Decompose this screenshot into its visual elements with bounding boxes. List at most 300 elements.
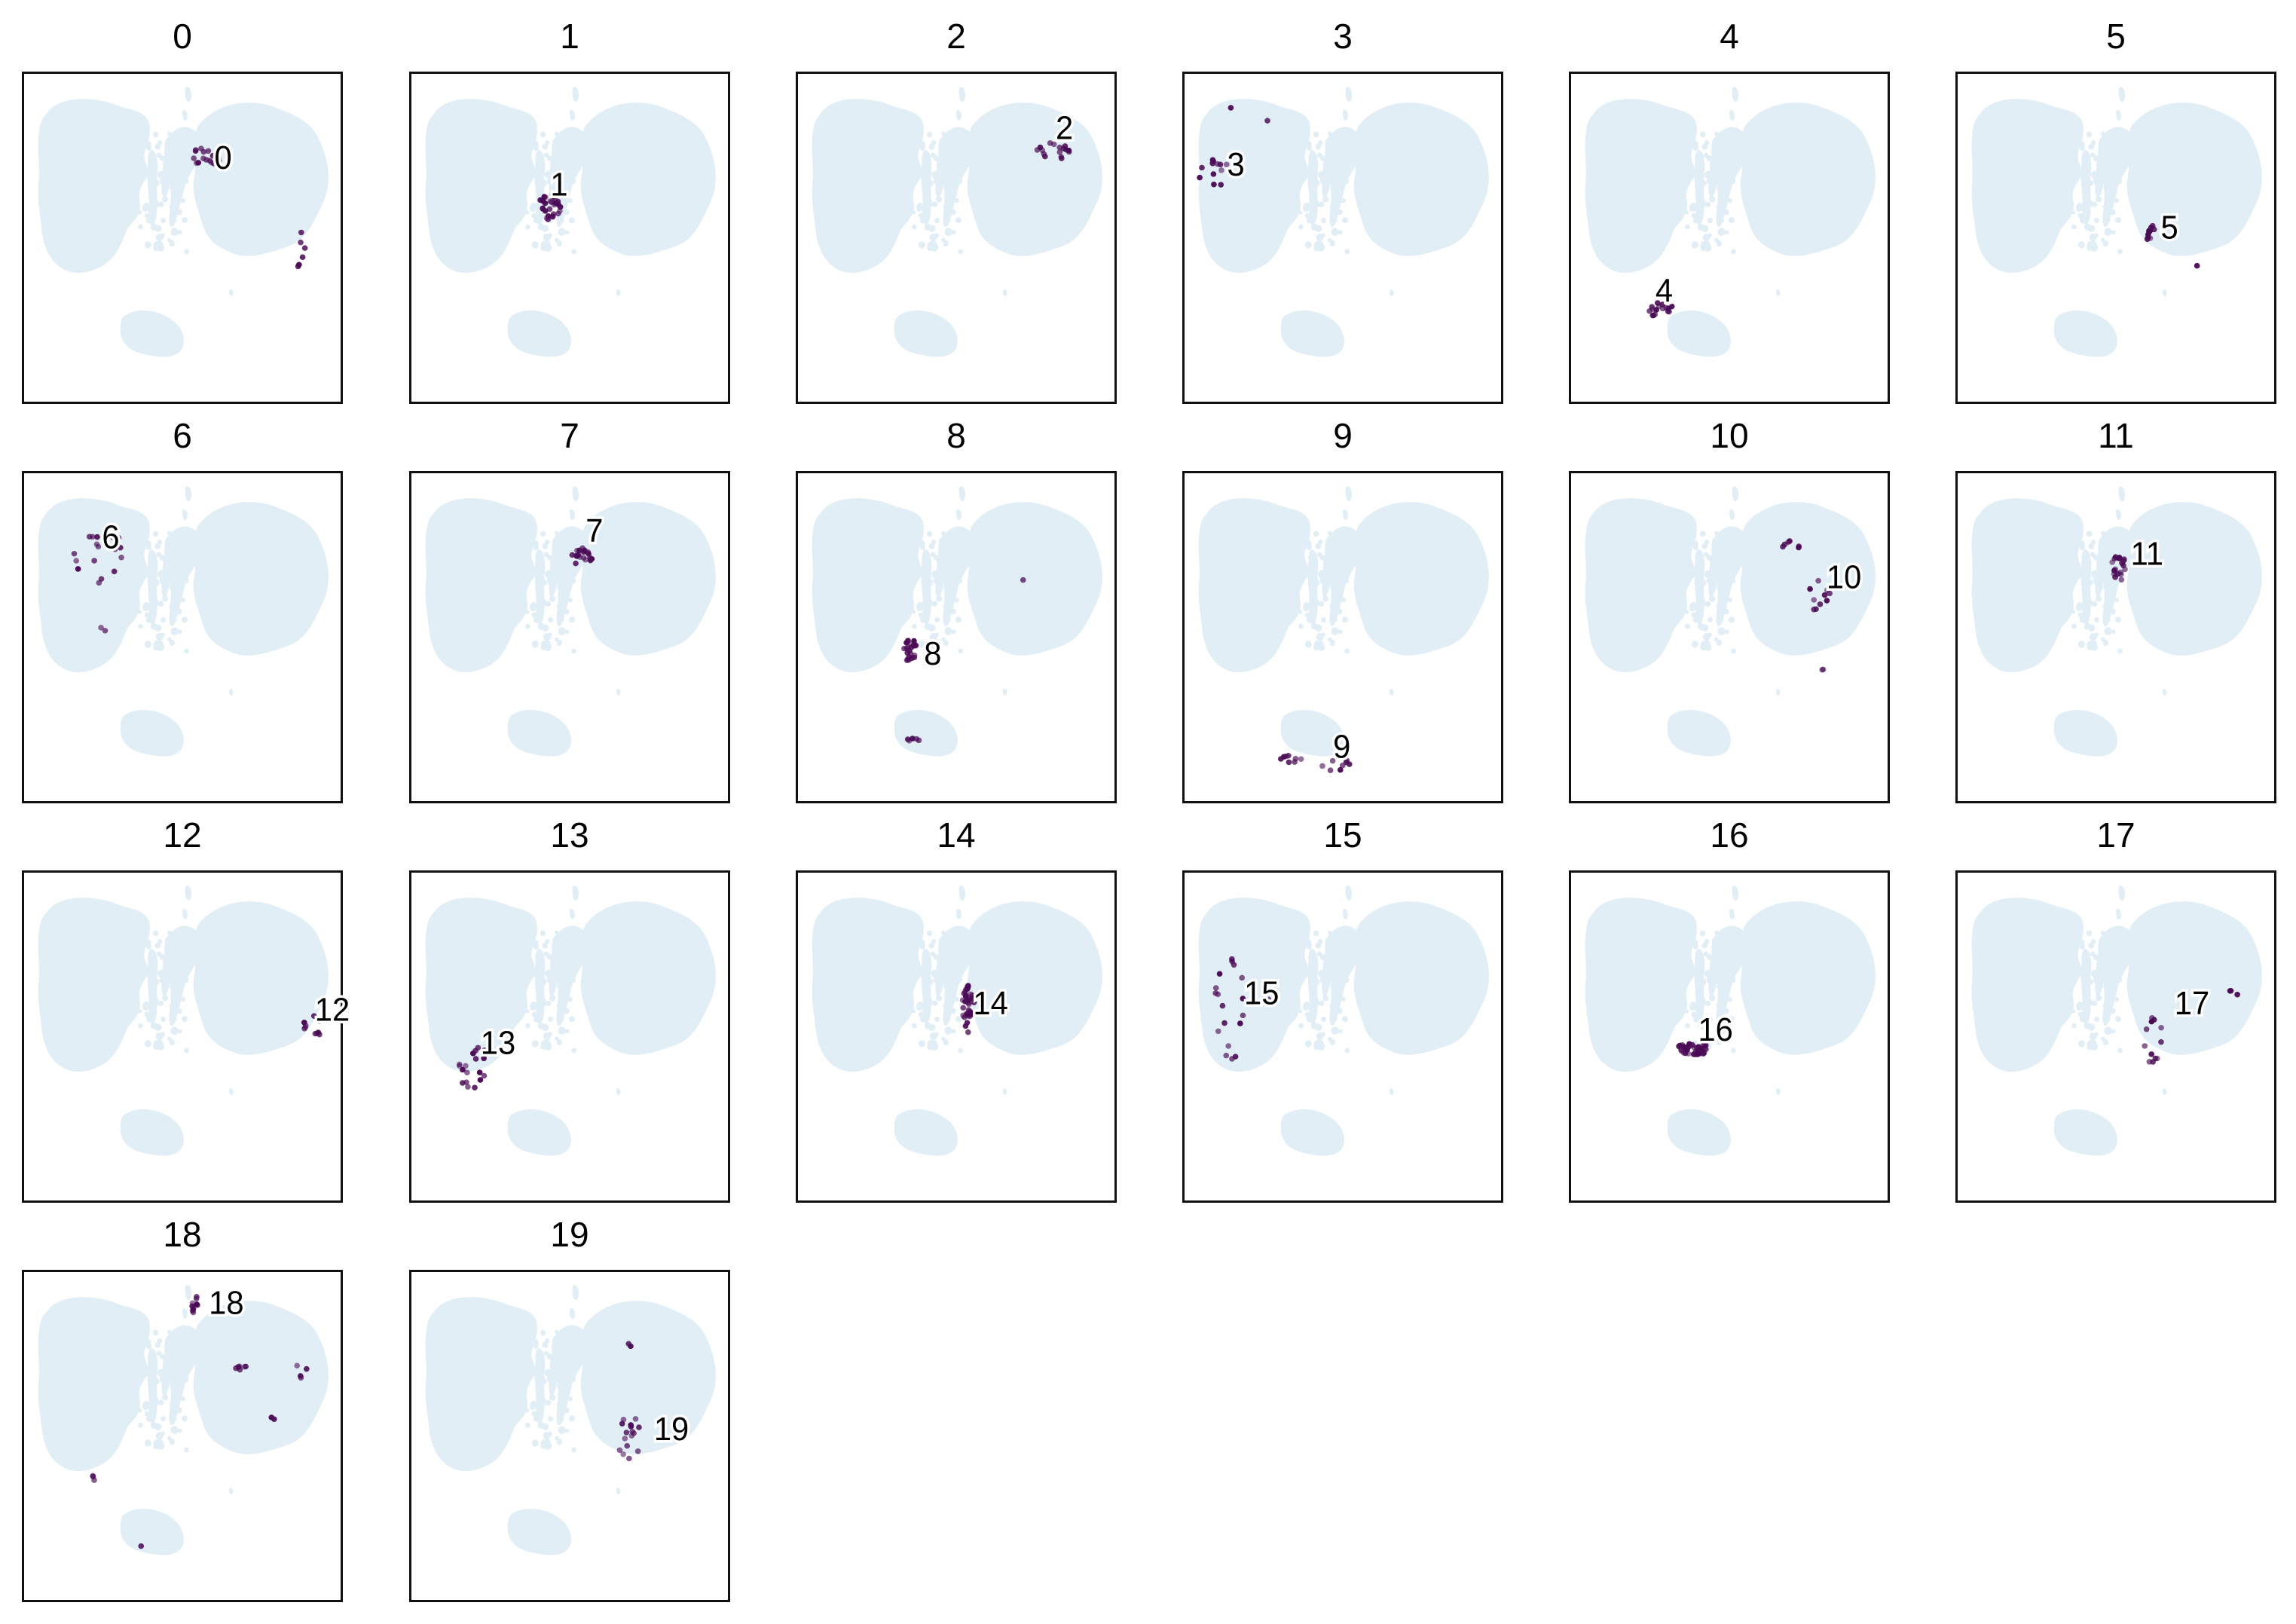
background-region <box>185 1285 192 1300</box>
background-region <box>894 1109 958 1156</box>
background-point <box>931 171 939 179</box>
background-point <box>1302 173 1308 179</box>
background-point <box>555 132 559 136</box>
highlight-point <box>1057 149 1063 154</box>
highlight-point <box>2147 1059 2153 1064</box>
background-point <box>931 570 939 578</box>
highlight-point <box>573 561 579 566</box>
background-point <box>931 552 936 558</box>
highlight-point <box>2111 571 2117 577</box>
background-point <box>557 584 562 590</box>
highlight-point <box>72 551 78 556</box>
background-point <box>912 556 916 561</box>
background-point <box>182 616 188 622</box>
background-point <box>1704 140 1709 145</box>
background-point <box>920 1016 926 1022</box>
background-point <box>1728 997 1732 1002</box>
panel-plot-area <box>1182 72 1503 404</box>
background-point <box>2115 616 2121 622</box>
background-point <box>571 579 576 583</box>
background-point <box>2122 542 2126 547</box>
background-point <box>2091 540 2096 545</box>
background-point <box>564 135 570 142</box>
background-point <box>1328 132 1332 136</box>
umap-scatter <box>411 1272 732 1604</box>
background-point <box>1704 570 1712 578</box>
background-point <box>146 217 152 223</box>
background-point <box>569 1016 575 1022</box>
background-point <box>1702 643 1707 648</box>
background-point <box>181 997 185 1002</box>
background-point <box>156 1432 164 1439</box>
background-point <box>2090 552 2096 558</box>
background-region <box>968 502 1102 656</box>
background-point <box>1331 1008 1338 1014</box>
background-point <box>2091 171 2099 179</box>
background-point <box>557 1402 561 1407</box>
background-point <box>1685 931 1691 937</box>
background-point <box>1692 641 1698 647</box>
background-point <box>936 989 941 994</box>
background-point <box>1318 540 1322 545</box>
background-point <box>2071 133 2077 139</box>
highlight-point <box>1328 767 1334 772</box>
background-point <box>1720 618 1724 622</box>
background-point <box>533 1016 540 1022</box>
background-point <box>916 573 922 579</box>
highlight-point <box>1220 1003 1226 1008</box>
background-point <box>543 643 548 648</box>
background-point <box>177 1356 181 1360</box>
background-point <box>950 163 956 169</box>
background-point <box>2092 1000 2097 1005</box>
background-point <box>916 604 921 608</box>
background-point <box>543 1432 551 1439</box>
background-point <box>156 633 164 641</box>
background-point <box>171 1407 177 1414</box>
background-point <box>1693 217 1699 223</box>
background-point <box>176 962 182 968</box>
background-point <box>564 558 568 561</box>
background-point <box>934 218 940 223</box>
background-point <box>2122 142 2126 148</box>
background-point <box>571 179 576 184</box>
panel-title: 18 <box>163 1215 202 1254</box>
background-point <box>2106 219 2111 223</box>
background-point <box>2117 648 2123 653</box>
background-region <box>1281 310 1344 357</box>
highlight-point <box>112 568 118 573</box>
highlight-point <box>635 1448 641 1454</box>
umap-scatter <box>24 873 350 1205</box>
background-point <box>525 1331 531 1337</box>
background-point <box>934 617 940 622</box>
background-point <box>144 567 148 572</box>
background-point <box>138 1009 142 1013</box>
highlight-point <box>2147 228 2153 234</box>
background-point <box>2101 531 2105 536</box>
background-point <box>564 209 569 216</box>
background-region <box>1354 102 1489 256</box>
background-point <box>569 616 575 622</box>
background-point <box>941 1037 946 1041</box>
background-point <box>1337 962 1343 968</box>
background-point <box>188 941 193 947</box>
highlight-point <box>1229 959 1235 964</box>
background-point <box>545 540 549 545</box>
highlight-point <box>1286 753 1292 758</box>
background-point <box>949 545 955 552</box>
background-point <box>945 627 952 635</box>
background-point <box>1337 209 1342 216</box>
background-region <box>570 909 575 919</box>
background-point <box>927 579 934 586</box>
background-point <box>1316 243 1321 249</box>
highlight-point <box>624 1443 630 1448</box>
background-point <box>167 1330 172 1335</box>
background-point <box>525 157 530 161</box>
background-point <box>946 1017 951 1022</box>
background-point <box>1731 179 1735 184</box>
background-point <box>184 179 188 184</box>
background-point <box>525 133 531 139</box>
background-point <box>571 249 576 254</box>
background-point <box>564 534 570 541</box>
background-point <box>1714 638 1719 642</box>
background-point <box>564 562 570 568</box>
background-point <box>560 618 564 622</box>
umap-scatter <box>1958 74 2279 406</box>
background-point <box>1326 173 1332 180</box>
background-region <box>121 1109 184 1156</box>
highlight-point <box>2142 1043 2148 1048</box>
background-point <box>941 132 946 136</box>
background-points <box>426 486 716 756</box>
background-point <box>531 1366 536 1371</box>
background-point <box>1308 953 1315 960</box>
background-point <box>936 190 941 195</box>
background-point <box>188 542 193 547</box>
background-point <box>1685 1023 1690 1029</box>
background-point <box>1724 957 1728 961</box>
background-point <box>950 609 955 615</box>
background-point <box>1319 201 1324 206</box>
umap-scatter <box>1185 74 1506 406</box>
background-point <box>1725 629 1729 634</box>
background-point <box>1298 556 1303 561</box>
background-point <box>558 1426 566 1434</box>
highlight-point <box>965 1020 971 1025</box>
background-point <box>157 140 162 145</box>
background-point <box>157 1351 162 1356</box>
background-point <box>955 598 959 602</box>
background-point <box>543 633 551 641</box>
background-region <box>894 310 958 357</box>
background-point <box>1338 158 1341 162</box>
background-region <box>921 949 931 1023</box>
highlight-point <box>298 1373 304 1378</box>
background-point <box>930 234 937 241</box>
background-point <box>2103 185 2108 191</box>
umap-scatter <box>24 74 345 406</box>
panel-title: 7 <box>560 416 579 455</box>
background-point <box>184 579 188 583</box>
background-point <box>912 157 916 161</box>
background-point <box>151 224 157 231</box>
background-point <box>176 562 182 568</box>
background-point <box>157 171 165 179</box>
cluster-label: 13 <box>480 1026 516 1062</box>
background-point <box>540 579 547 586</box>
background-region <box>508 1109 571 1156</box>
background-point <box>2071 556 2076 561</box>
background-point <box>153 179 160 186</box>
cluster-label: 2 <box>1055 110 1074 147</box>
background-region <box>2163 1088 2166 1095</box>
highlight-point <box>966 997 972 1002</box>
background-point <box>1700 931 1705 937</box>
highlight-point <box>1807 586 1813 592</box>
background-point <box>2103 204 2108 209</box>
background-region <box>573 87 579 102</box>
background-point <box>146 1415 152 1421</box>
background-point <box>1307 545 1312 550</box>
background-point <box>548 1017 553 1022</box>
highlight-point <box>470 1051 476 1056</box>
background-point <box>1691 567 1695 572</box>
background-point <box>530 1003 534 1008</box>
background-point <box>1305 1040 1312 1047</box>
background-point <box>538 224 545 231</box>
background-point <box>1693 545 1698 550</box>
background-region <box>1729 909 1735 919</box>
background-point <box>2080 145 2085 151</box>
background-point <box>1316 643 1321 648</box>
highlight-point <box>628 1422 634 1427</box>
background-point <box>1724 158 1728 162</box>
background-point <box>157 952 162 957</box>
background-point <box>955 997 959 1002</box>
background-point <box>157 939 162 944</box>
highlight-point <box>636 1424 642 1430</box>
highlight-point <box>189 1303 195 1308</box>
background-point <box>1322 190 1328 195</box>
background-point <box>525 1423 530 1428</box>
background-region <box>959 486 966 501</box>
background-point <box>1321 617 1326 622</box>
background-points <box>38 885 329 1155</box>
background-point <box>2115 1016 2121 1022</box>
background-points <box>38 87 329 356</box>
background-point <box>1344 978 1349 983</box>
background-region <box>581 1301 716 1454</box>
background-point <box>162 995 168 1001</box>
background-point <box>532 1439 539 1446</box>
background-region <box>1741 901 1876 1055</box>
background-point <box>549 589 555 595</box>
background-point <box>2081 953 2088 960</box>
background-point <box>565 230 570 234</box>
background-point <box>181 598 185 602</box>
background-points <box>1585 87 1876 356</box>
background-point <box>1349 941 1353 947</box>
background-region <box>194 901 329 1055</box>
panel-title: 14 <box>937 815 976 855</box>
background-point <box>184 648 189 653</box>
background-region <box>1668 1109 1731 1156</box>
background-point <box>1337 1008 1342 1014</box>
background-point <box>2110 135 2117 142</box>
highlight-point <box>905 644 911 650</box>
highlight-point <box>2149 1019 2155 1024</box>
background-points <box>38 1285 329 1555</box>
background-point <box>2117 1047 2123 1053</box>
highlight-point <box>626 1456 632 1461</box>
umap-scatter <box>411 873 732 1205</box>
background-point <box>533 217 540 223</box>
umap-scatter <box>798 74 1119 406</box>
background-region <box>1003 289 1007 296</box>
background-region <box>2116 110 2121 121</box>
background-region <box>1307 150 1318 225</box>
background-point <box>531 567 536 572</box>
background-point <box>2076 204 2080 209</box>
background-region <box>894 710 958 757</box>
cluster-label: 0 <box>214 140 232 177</box>
highlight-point <box>1815 578 1821 583</box>
background-point <box>920 217 926 223</box>
background-point <box>1328 638 1332 642</box>
background-point <box>178 1029 182 1033</box>
highlight-point <box>73 558 79 563</box>
background-point <box>1298 133 1304 139</box>
highlight-point <box>1796 545 1802 550</box>
background-point <box>175 545 181 552</box>
background-point <box>1333 219 1338 223</box>
background-region <box>1776 689 1780 696</box>
background-point <box>2111 957 2114 961</box>
background-point <box>525 956 530 960</box>
highlight-point <box>965 1029 971 1035</box>
background-point <box>565 1428 570 1433</box>
background-point <box>178 1428 182 1433</box>
background-point <box>529 173 535 179</box>
background-point <box>533 1415 540 1421</box>
background-point <box>943 983 949 989</box>
highlight-point <box>2194 263 2200 268</box>
background-point <box>1333 1017 1338 1022</box>
highlight-point <box>965 986 971 992</box>
background-point <box>1731 579 1735 583</box>
background-point <box>188 1341 193 1346</box>
background-point <box>1731 648 1736 653</box>
background-point <box>920 944 925 950</box>
background-point <box>2092 201 2097 206</box>
background-point <box>543 1032 551 1040</box>
background-point <box>564 609 569 615</box>
background-region <box>1972 498 2084 672</box>
background-region <box>2080 549 2091 624</box>
background-point <box>568 198 573 203</box>
background-point <box>958 579 962 583</box>
background-point <box>525 1009 529 1013</box>
background-point <box>1313 531 1319 537</box>
highlight-point <box>543 194 549 200</box>
background-point <box>2077 967 2082 971</box>
background-point <box>1302 573 1308 579</box>
background-point <box>2111 1029 2116 1033</box>
background-point <box>2110 962 2116 968</box>
background-point <box>1723 934 1730 940</box>
background-point <box>138 225 143 230</box>
background-region <box>194 102 329 256</box>
background-point <box>1685 157 1689 161</box>
background-point <box>950 209 955 216</box>
background-point <box>538 1023 545 1029</box>
background-point <box>931 952 936 957</box>
panel-plot-area <box>1182 870 1503 1203</box>
background-point <box>543 1442 548 1447</box>
highlight-point <box>537 197 543 203</box>
background-points <box>1199 87 1489 356</box>
umap-scatter <box>24 1272 345 1604</box>
background-point <box>172 1391 179 1399</box>
highlight-point <box>1218 182 1224 187</box>
background-point <box>1338 558 1341 561</box>
highlight-point <box>2158 1039 2164 1044</box>
highlight-point <box>460 1067 466 1072</box>
background-point <box>1342 217 1348 223</box>
background-point <box>1313 579 1320 586</box>
background-point <box>922 154 928 161</box>
background-point <box>157 153 162 158</box>
background-point <box>1723 562 1729 568</box>
background-point <box>157 570 165 578</box>
highlight-point <box>304 1366 310 1372</box>
background-point <box>1335 145 1341 152</box>
umap-scatter <box>411 74 732 406</box>
panel-title: 9 <box>1333 416 1353 455</box>
background-region <box>2163 689 2166 696</box>
background-point <box>941 638 946 642</box>
highlight-point <box>1649 307 1656 312</box>
highlight-point <box>1652 311 1658 317</box>
background-point <box>2071 931 2077 937</box>
background-point <box>171 209 177 216</box>
highlight-point <box>1197 175 1203 180</box>
highlight-point <box>98 625 104 630</box>
background-region <box>1307 549 1318 624</box>
background-point <box>958 249 963 254</box>
background-point <box>949 944 955 951</box>
background-point <box>2094 1017 2099 1022</box>
background-point <box>564 1008 569 1014</box>
highlight-point <box>1042 154 1048 159</box>
background-point <box>1303 1003 1307 1008</box>
background-point <box>1717 185 1722 191</box>
background-point <box>1305 641 1312 647</box>
background-point <box>2110 934 2117 940</box>
background-point <box>145 241 151 248</box>
background-point <box>176 534 183 541</box>
background-point <box>2084 224 2091 231</box>
background-point <box>1311 623 1318 630</box>
background-point <box>181 198 185 203</box>
cluster-label: 11 <box>2130 537 2164 573</box>
background-point <box>1316 1032 1324 1040</box>
background-point <box>532 641 539 647</box>
highlight-point <box>1240 1013 1246 1018</box>
